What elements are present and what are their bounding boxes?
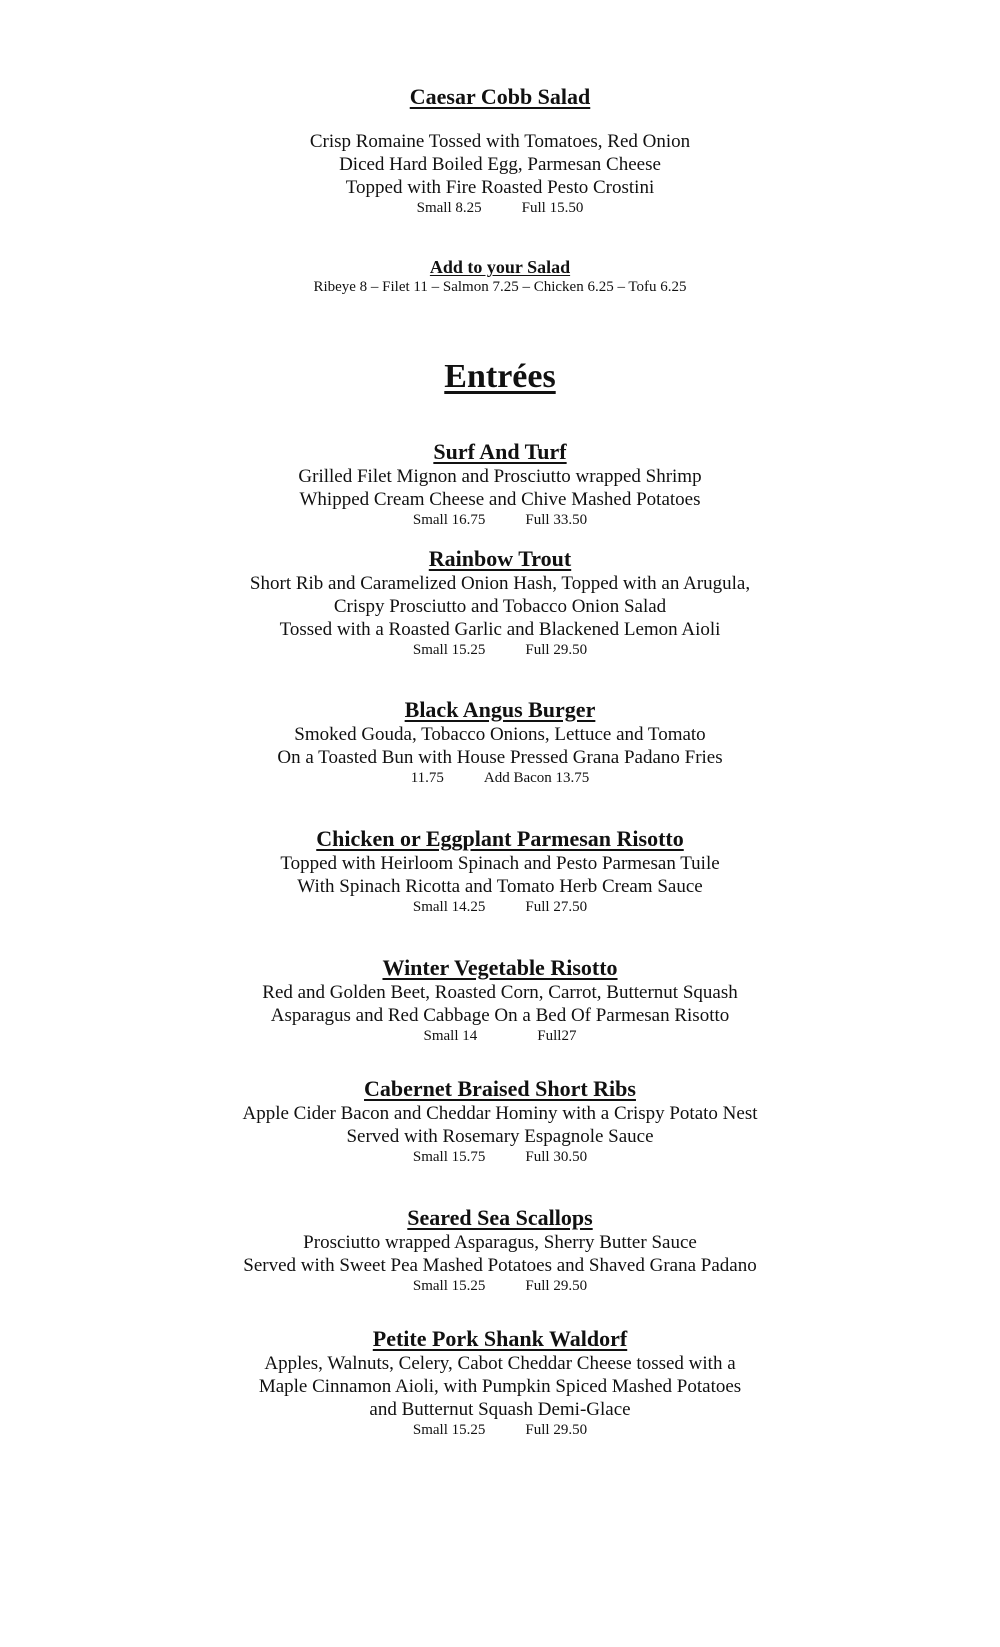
price-small: Small 16.75 bbox=[412, 512, 486, 528]
menu-item bbox=[0, 697, 1000, 788]
addons-section bbox=[0, 256, 1000, 297]
price-full: Full 15.50 bbox=[521, 200, 584, 216]
item-desc-line: On a Toasted Bun with House Pressed Grana Padano Fries bbox=[277, 747, 723, 768]
menu-item bbox=[0, 439, 1000, 530]
price-full: Full 30.50 bbox=[525, 1149, 588, 1165]
item-desc-line: Asparagus and Red Cabbage On a Bed Of Parmesan Risotto bbox=[270, 1005, 730, 1026]
salad-desc-line: Crisp Romaine Tossed with Tomatoes, Red Onion bbox=[309, 131, 691, 152]
price-full: Full27 bbox=[537, 1028, 577, 1044]
price-small: Small 15.25 bbox=[412, 642, 486, 658]
menu-item bbox=[0, 955, 1000, 1046]
salad-price bbox=[0, 199, 1000, 218]
price-full: Full 29.50 bbox=[525, 642, 588, 658]
item-price bbox=[0, 1277, 1000, 1296]
item-title: Cabernet Braised Short Ribs bbox=[364, 1076, 636, 1101]
item-desc-line: Red and Golden Beet, Roasted Corn, Carrot, Butternut Squash bbox=[262, 982, 738, 1003]
item-title: Rainbow Trout bbox=[428, 546, 572, 571]
item-title: Winter Vegetable Risotto bbox=[382, 955, 618, 980]
item-desc-line: Served with Sweet Pea Mashed Potatoes and Shaved Grana Padano bbox=[243, 1255, 757, 1276]
item-desc-line: Topped with Heirloom Spinach and Pesto Parmesan Tuile bbox=[280, 853, 720, 874]
item-desc-line: Crispy Prosciutto and Tobacco Onion Salad bbox=[333, 596, 667, 617]
item-price bbox=[0, 1421, 1000, 1440]
price-small: Small 15.75 bbox=[412, 1149, 486, 1165]
price-full: Full 27.50 bbox=[525, 899, 588, 915]
menu-item bbox=[0, 826, 1000, 917]
item-price bbox=[0, 511, 1000, 530]
price-small: Small 14 bbox=[423, 1028, 478, 1044]
item-price bbox=[0, 898, 1000, 917]
item-title: Petite Pork Shank Waldorf bbox=[372, 1326, 628, 1351]
menu-item bbox=[0, 546, 1000, 660]
item-desc-line: Apples, Walnuts, Celery, Cabot Cheddar Cheese tossed with a bbox=[264, 1353, 736, 1374]
item-price bbox=[0, 769, 1000, 788]
addons-list: Ribeye 8 – Filet 11 – Salmon 7.25 – Chicken 6.25 – Tofu 6.25 bbox=[313, 279, 687, 295]
salad-title: Caesar Cobb Salad bbox=[409, 84, 591, 109]
salad-desc-line: Topped with Fire Roasted Pesto Crostini bbox=[345, 177, 655, 198]
menu-item bbox=[0, 1076, 1000, 1167]
item-price bbox=[0, 1027, 1000, 1046]
item-price bbox=[0, 1148, 1000, 1167]
item-desc-line: Grilled Filet Mignon and Prosciutto wrapped Shrimp bbox=[298, 466, 702, 487]
item-desc-line: Apple Cider Bacon and Cheddar Hominy with a Crispy Potato Nest bbox=[242, 1103, 758, 1124]
price-small: Small 8.25 bbox=[416, 200, 482, 216]
price-full: Full 29.50 bbox=[525, 1278, 588, 1294]
entrees-heading: Entrées bbox=[444, 358, 556, 395]
item-desc-line: With Spinach Ricotta and Tomato Herb Cream Sauce bbox=[297, 876, 703, 897]
price-full: Full 33.50 bbox=[525, 512, 588, 528]
price-small: Small 15.25 bbox=[412, 1422, 486, 1438]
item-title: Black Angus Burger bbox=[404, 697, 596, 722]
menu-item bbox=[0, 1326, 1000, 1440]
price-small: Small 14.25 bbox=[412, 899, 486, 915]
item-desc-line: Short Rib and Caramelized Onion Hash, Topped with an Arugula, bbox=[249, 573, 751, 594]
entrees-heading-block bbox=[0, 357, 1000, 397]
item-desc-line: Tossed with a Roasted Garlic and Blackened Lemon Aioli bbox=[279, 619, 721, 640]
item-desc-line: Served with Rosemary Espagnole Sauce bbox=[346, 1126, 654, 1147]
price-small: Small 15.25 bbox=[412, 1278, 486, 1294]
item-desc-line: Maple Cinnamon Aioli, with Pumpkin Spiced Mashed Potatoes bbox=[258, 1376, 742, 1397]
item-title: Chicken or Eggplant Parmesan Risotto bbox=[316, 826, 684, 851]
price-full: Full 29.50 bbox=[525, 1422, 588, 1438]
price-small: 11.75 bbox=[410, 770, 444, 786]
item-desc-line: Prosciutto wrapped Asparagus, Sherry Butter Sauce bbox=[303, 1232, 697, 1253]
menu-item bbox=[0, 1205, 1000, 1296]
price-full: Add Bacon 13.75 bbox=[483, 770, 590, 786]
addons-title: Add to your Salad bbox=[429, 257, 571, 277]
item-desc-line: Smoked Gouda, Tobacco Onions, Lettuce and Tomato bbox=[294, 724, 706, 745]
item-price bbox=[0, 641, 1000, 660]
item-title: Seared Sea Scallops bbox=[407, 1205, 593, 1230]
item-desc-line: and Butternut Squash Demi-Glace bbox=[369, 1399, 631, 1420]
item-desc-line: Whipped Cream Cheese and Chive Mashed Potatoes bbox=[299, 489, 701, 510]
salad-description bbox=[0, 130, 1000, 218]
salad-desc-line: Diced Hard Boiled Egg, Parmesan Cheese bbox=[339, 154, 661, 175]
item-title: Surf And Turf bbox=[433, 439, 567, 464]
salad-section bbox=[0, 84, 1000, 110]
